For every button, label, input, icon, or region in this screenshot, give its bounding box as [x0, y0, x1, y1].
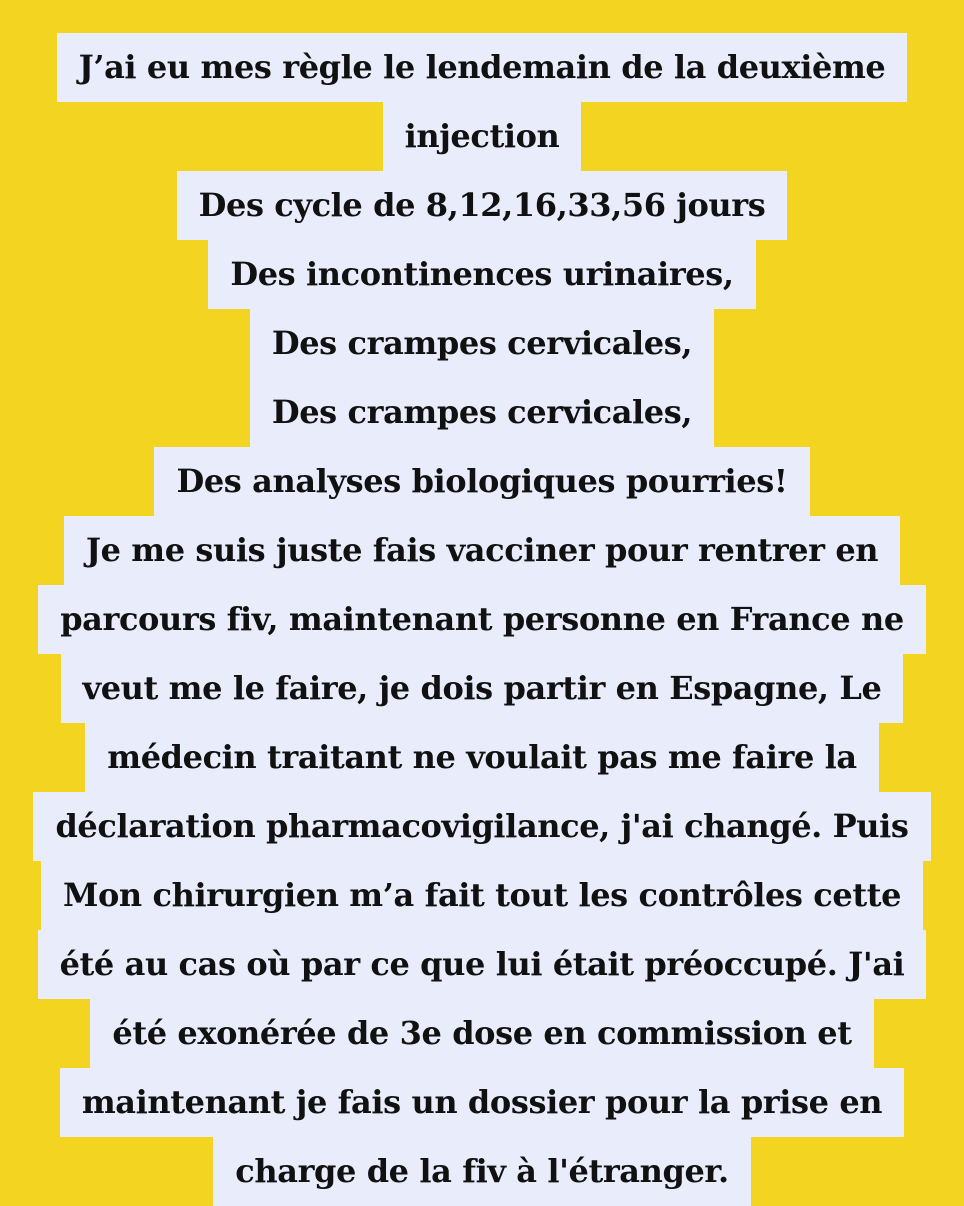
text-line-14: été au cas où par ce que lui était préoccupé. J'ai	[38, 930, 927, 999]
text-line-9: parcours fiv, maintenant personne en France ne	[38, 585, 926, 654]
text-line-8: Je me suis juste fais vacciner pour rentrer en	[64, 516, 900, 585]
testimony-text	[0, 33, 964, 1206]
text-line-17: charge de la fiv à l'étranger.	[213, 1137, 750, 1206]
text-line-12: déclaration pharmacovigilance, j'ai changé. Puis	[33, 792, 930, 861]
text-line-6: Des crampes cervicales,	[250, 378, 714, 447]
text-line-2: injection	[383, 102, 582, 171]
text-line-11: médecin traitant ne voulait pas me faire la	[85, 723, 879, 792]
text-line-3: Des cycle de 8,12,16,33,56 jours	[177, 171, 788, 240]
text-line-1: J’ai eu mes règle le lendemain de la deuxième	[57, 33, 908, 102]
text-line-7: Des analyses biologiques pourries!	[154, 447, 809, 516]
text-line-15: été exonérée de 3e dose en commission et	[90, 999, 873, 1068]
text-line-10: veut me le faire, je dois partir en Espagne, Le	[61, 654, 904, 723]
text-line-16: maintenant je fais un dossier pour la prise en	[60, 1068, 904, 1137]
text-line-5: Des crampes cervicales,	[250, 309, 714, 378]
text-line-13: Mon chirurgien m’a fait tout les contrôles cette	[41, 861, 923, 930]
text-line-4: Des incontinences urinaires,	[208, 240, 755, 309]
